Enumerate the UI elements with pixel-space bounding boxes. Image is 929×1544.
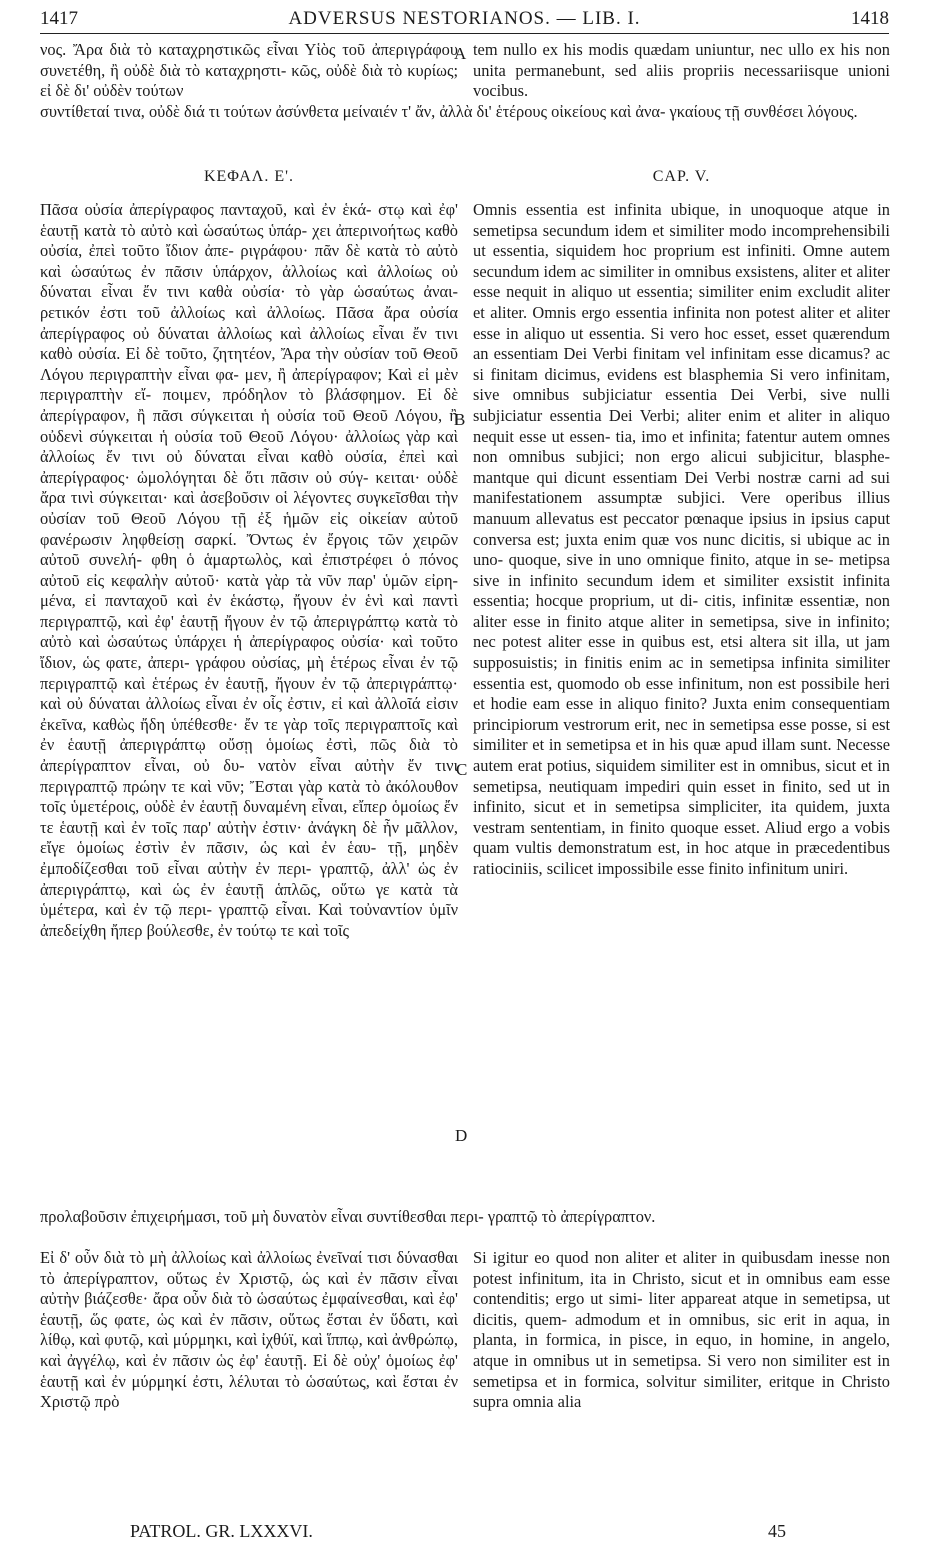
margin-letter-c: C <box>456 760 468 779</box>
spanning-line-bottom: προλαβοῦσιν ἐπιχειρήμασι, τοῦ μὴ δυνατὸν εἶναι συντίθεσθαι περι- γραπτῷ τὸ ἀπερίγραπτον. <box>40 1207 656 1226</box>
spanning-line-top: συντίθεταί τινα, οὐδὲ διά τι τούτων ἀσύνθετα μείναιέν τ' ἄν, ἀλλὰ δι' ἑτέρους οἰκείους καὶ ἀνα- γκαίους τῇ συνθέσει λόγους. <box>40 102 858 121</box>
running-title: ADVERSUS NESTORIANOS. — LIB. I. <box>288 8 641 29</box>
greek-lower-text: Εἰ δ' οὖν διὰ τὸ μὴ ἀλλοίως καὶ ἀλλοίως ἐνεῖναί τισι δύνασθαι τὸ ἀπερίγραπτον, οὕτως ἐν Χριστῷ, ὡς καὶ ἐν πᾶσιν εἶναι αὐτὴν βιάζεσθε· ἄρα οὖν διὰ τὸ ὡσαύτως ἐμφαίνεσθαι, καὶ ἐφ' ἑαυτῇ, ὥς φατε, ὡς καὶ ἐν πᾶσιν, οὕτως ἔσται ἐν ὕδατι, καὶ λίθῳ, καὶ φυτῷ, καὶ μύρμηκι, καὶ ἰχθύϊ, καὶ ἵππῳ, καὶ ἀνθρώπῳ, καὶ ἀγγέλῳ, καὶ ἐν πᾶσιν ὡς ἐφ' ἑαυτῇ. Εἰ δὲ οὐχ' ὁμοίως ἐφ' ἑαυτῇ καὶ ἐν μύρμηκί ἐστι, λέλυται τὸ ὡσαύτως, καὶ ἔσται ἐν Χριστῷ πρὸ <box>40 1248 458 1412</box>
greek-main-text: Πᾶσα οὐσία ἀπερίγραφος πανταχοῦ, καὶ ἐν ἑκά- στῳ καὶ ἐφ' ἑαυτῇ κατὰ τὸ αὐτὸ καὶ ὡσαύτως ὑπάρ- χει ἀπερινοήτως καθὸ οὐσία, ἐπεὶ τοῦτο ἴδιον ἀπε- ριγράφου· πᾶν δὲ κατὰ τὸ αὐτὸ καὶ ὡσαύτως ἐν πᾶσιν ὑπάρχον, ἀλλοίως καὶ ἀλλοίως οὐ δύναται εἶναι ἔν τινι καθὰ οὐσία· τὸ γὰρ ὡσαύτως ἀναι- ρετικόν ἐστι τοῦ ἀλλοίως καὶ ἀλλοίως. Πᾶσα ἄρα οὐσία ἀπερίγραφος οὐ δύναται ἀλλοίως καὶ ἀλλοίως εἶναι ἔν τινι καθὸ οὐσία. Εἰ δὲ τοῦτο, ζητητέον, Ἄρα τὴν οὐσίαν τοῦ Θεοῦ Λόγου περιγραπτὴν εἶναι φα- μεν, ἢ ἀπερίγραφον; Καὶ εἰ μὲν περιγραπτὴν εἴ- ποιμεν, πρόδηλον τὸ βλάσφημον. Εἰ δὲ ἀπερίγραφον, ἢ πᾶσι σύγκειται ἡ οὐσία τοῦ Θεοῦ Λόγου, ἢ οὐδενὶ σύγκειται ἡ οὐσία τοῦ Θεοῦ Λόγου· ἀλλοίως γὰρ καὶ ἀλλοίως ἔν τινι οὐ δύναται εἶναι καθὸ οὐσία, ἐπεὶ καὶ ἀπερίγραφος· ὡμολόγηται δὲ ὅτι πᾶσιν οὐ σύγ- κειται· οὐδὲ ἄρα τινὶ σύγκειται· καὶ ἀσεβοῦσιν οἱ λέγοντες συγκεῖσθαι τὴν οὐσίαν τοῦ Θεοῦ Λόγου τῇ ἐξ ἡμῶν εἰς οἰκείαν αὐτοῦ φανέρωσιν ληφθείσῃ σαρκί. Ὄντως ἐν ἔργοις τῶν χειρῶν αὐτοῦ συνελή- φθη ὁ ἁμαρτωλὸς, καὶ ἐπιστρέφει ὁ πόνος αὐτοῦ εἰς κεφαλὴν αὐτοῦ· κατὰ γὰρ τὰ νῦν παρ' ὑμῶν εἰρη- μένα, εἰ πανταχοῦ καὶ ἐν ἑκάστῳ, ἤγουν ἐν ἑνὶ καὶ παντὶ περιγραπτῷ, καὶ ἐφ' ἑαυτῇ ἤγουν ἐν τῷ ἀπεριγράπτῳ κατὰ τὸ αὐτὸ καὶ ὡσαύτως ὑπάρχει ἡ ἀπερίγραφος οὐσία· καὶ τοῦτο ἴδιον, ὡς φατε, ἀπερι- γράφου οὐσίας, μὴ ἑτέρως εἶναι ἐν τῷ περιγραπτῷ καὶ ἑτέρως ἐν ἑαυτῇ, ἤγουν ἐν τῷ ἀπεριγράπτῳ· καὶ οὐ δύναται ἀλλοίως εἶναι ἐν οἷς ἐστιν, εἰ καὶ ἀλλοῖά εἰσιν ἐκεῖνα, καθὼς ἤδη ὑπέθεσθε· ἔν τε γὰρ τοῖς περιγραπτοῖς καὶ ἐν ἑαυτῇ ἀπεριγράπτῳ οὔσῃ ὁμοίως ἐστὶ, πῶς διὰ τὸ ἀπερίγραπτον εἶναι, οὐ δυ- νατὸν εἶναι αὐτὴν ἔν τινι περιγραπτῷ πρώην τε καὶ νῦν; Ἔσται γὰρ κατὰ τὸ ἀκόλουθον τοῖς ὑμετέροις, οὐδὲ ἐν ἑαυτῇ δυναμένη εἶναι, εἴπερ ὁμοίως ἔν τε ἑαυτῇ καὶ ἐν τοῖς παρ' αὐτὴν ἐστιν· ἀνάγκη δὲ ἦν μᾶλλον, εἴγε ὁμοίως ἐστὶν ἐν πᾶσιν, ὡς καὶ ἐν ἑαυ- τῇ, μηδὲν ἐμποδίζεσθαι τοῦ εἶναι αὐτὴν ἐν περι- γραπτῷ, ἀλλ' ὡς ἐν ἀπεριγράπτῳ, καὶ ὡς ἐν ἑαυτῇ ἁπλῶς, οὕτω γε κατὰ τὰ ὑμέτερα, καὶ ἐν τῷ περι- γραπτῷ εἶναι. Καὶ τοὐναντίον ὑμῖν ἀπεδείχθη ἤπερ βούλεσθε, ἐν τούτῳ τε καὶ τοῖς <box>40 200 458 940</box>
latin-lower-text: Si igitur eo quod non aliter et aliter in quibusdam inesse non potest infinitum, ita in Christo, sicut et in omnibus eam esse contenditis; ergo ut simi- liter appareat atque in semetipsa, ut dicitis, quem- admodum et in omnibus, sic erit in aqua, in planta, in formica, in pisce, in equo, in homine, in angelo, atque in omnibus ut in semetipsa. Si vero non similiter est in semetipsa et in formica, solvitur similiter, eritque in Christo supra omnia alia <box>473 1248 890 1412</box>
latin-top-text: tem nullo ex his modis quædam uniuntur, nec ullo ex his non unita permanebunt, sed aliis propriis necessariisque unioni vocibus. <box>473 40 890 101</box>
greek-chapter-title: ΚΕΦΑΛ. Ε'. <box>203 168 295 185</box>
running-header <box>40 8 889 34</box>
margin-letter-d: D <box>455 1126 468 1145</box>
column-number-right: 1418 <box>851 8 889 29</box>
header-rule <box>40 33 889 34</box>
column-number-left: 1417 <box>40 8 78 29</box>
latin-main-text: Omnis essentia est infinita ubique, in unoquoque atque in semetipsa secundum idem et similiter modo incomprehensibili ut essentia, siquidem hoc proprium est infiniti. Omne autem secundum idem ac similiter in omnibus exsistens, aliter et aliter esse nequit in aliquo ut essentia; similiter enim excludit aliter et aliter. Omnis ergo essentia infinita non potest aliter et aliter esse in aliquo ut essentia. Si vero hoc esset, esset quærendum an essentiam Dei Verbi finitam vel infinitam esse dicamus? ac si finitam dicimus, evidens est blasphemia Si vero infinitam, sive omnibus subjiciatur essentia Dei Verbi, sive nulli subjiciatur essentia Dei Verbi; aliter enim et aliter in aliquo nequit esse ut essen- tia, imo et infinita; fatentur autem omnes non omnibus subjici; non ergo alicui subjicitur, blasphe- mantque qui dicunt essentiam Dei Verbi nostræ carni ad sui manifestationem assumptæ subjici. Vere operibus illius manuum allevatus est peccator pœnaque ipsius in ipsius caput conversa est; juxta enim quæ vos nunc dicitis, si ubique ac in uno- quoque, sive in uno omnique finito, atque in se- metipsa sive in infinito secundum idem et similiter exsistit infinita essentia; hocque proprium, ut di- citis, infinitæ essentiæ, non aliter esse in finito atque aliter in semetipsa, sive in infinito; nec potest aliter esse in quibus est, etsi altera sit illa, ut jam supposuistis; in finitis enim ac in semetipsa infinita similiter essentia est, quomodo ob esse infinitum, non est possibile heri et hodie eam esse in aliquo finito? Juxta enim consequentiam principiorum vestrorum erit, nec in semetipsa esse posse, si est similiter et in semetipsa et in his quæ apud illam sunt. Necesse autem erat potius, siquidem similiter est in omnibus, sicut et in semetipsa, neutiquam impediri quin esset in finito, sed ut in infinito, sicut et in semetipsa simpliciter, ita quidem, juxta vestram sententiam, in finito quoque esset. Aliud ergo a vobis quam vultis demonstratum est, in hoc atque in præcedentibus ratiociniis, scilicet impossibile esse finito infinitum uniri. <box>473 200 890 878</box>
latin-chapter-title: CAP. V. <box>652 168 711 185</box>
volume-signature: PATROL. GR. LXXXVI. <box>130 1521 313 1541</box>
margin-letter-b: B <box>454 410 466 429</box>
margin-letter-a: A <box>454 44 467 63</box>
gathering-number: 45 <box>768 1521 786 1541</box>
greek-top-text: νος. Ἄρα διὰ τὸ καταχρηστικῶς εἶναι Υἱὸς τοῦ ἀπεριγράφου συνετέθη, ἢ οὐδὲ διὰ τὸ καταχρηστι- κῶς, οὐδὲ διὰ τὸ κυρίως; εἰ δὲ δι' οὐδὲν τούτων <box>40 40 458 101</box>
